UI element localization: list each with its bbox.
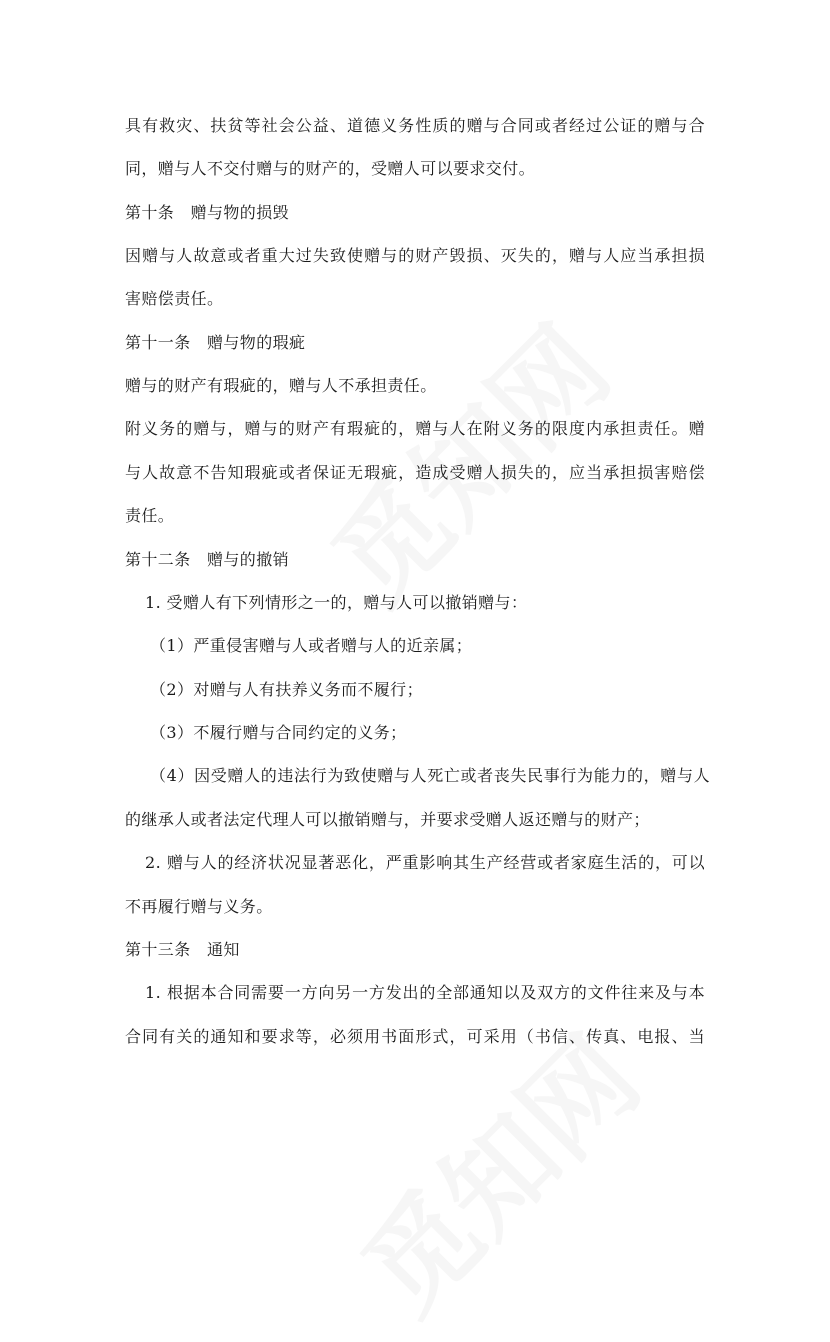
watermark <box>292 286 637 631</box>
watermark-bottom <box>322 996 667 1341</box>
paragraph-line: 因赠与人故意或者重大过失致使赠与的财产毁损、灭失的，赠与人应当承担损 <box>125 246 705 265</box>
paragraph-line: 附义务的赠与，赠与的财产有瑕疵的，赠与人在附义务的限度内承担责任。赠 <box>125 419 705 438</box>
section-heading: 第十三条 通知 <box>125 940 240 959</box>
list-item: （4）因受赠人的违法行为致使赠与人死亡或者丧失民事行为能力的，赠与人 <box>150 766 710 785</box>
section-heading: 第十一条 赠与物的瑕疵 <box>125 333 306 352</box>
paragraph-line: 同，赠与人不交付赠与的财产的，受赠人可以要求交付。 <box>125 159 536 178</box>
section-heading: 第十条 赠与物的损毁 <box>125 203 290 222</box>
paragraph-line: 与人故意不告知瑕疵或者保证无瑕疵，造成受赠人损失的，应当承担损害赔偿 <box>125 463 705 482</box>
list-item: 1. 受赠人有下列情形之一的，赠与人可以撤销赠与： <box>145 593 528 612</box>
list-item: （2）对赠与人有扶养义务而不履行； <box>150 680 423 699</box>
paragraph-line: 合同有关的通知和要求等，必须用书面形式，可采用（书信、传真、电报、当 <box>125 1027 705 1046</box>
paragraph-line: 害赔偿责任。 <box>125 289 224 308</box>
list-item: 1. 根据本合同需要一方向另一方发出的全部通知以及双方的文件往来及与本 <box>145 983 705 1002</box>
list-item: （1）严重侵害赠与人或者赠与人的近亲属； <box>150 636 473 655</box>
paragraph-line: 赠与的财产有瑕疵的，赠与人不承担责任。 <box>125 376 437 395</box>
paragraph-line: 不再履行赠与义务。 <box>125 897 273 916</box>
section-heading: 第十二条 赠与的撤销 <box>125 550 290 569</box>
list-item: （3）不履行赠与合同约定的义务； <box>150 723 407 742</box>
paragraph-line: 具有救灾、扶贫等社会公益、道德义务性质的赠与合同或者经过公证的赠与合 <box>125 116 705 135</box>
paragraph-line: 的继承人或者法定代理人可以撤销赠与，并要求受赠人返还赠与的财产； <box>125 810 650 829</box>
list-item: 2. 赠与人的经济状况显著恶化，严重影响其生产经营或者家庭生活的，可以 <box>145 853 705 872</box>
paragraph-line: 责任。 <box>125 506 175 525</box>
